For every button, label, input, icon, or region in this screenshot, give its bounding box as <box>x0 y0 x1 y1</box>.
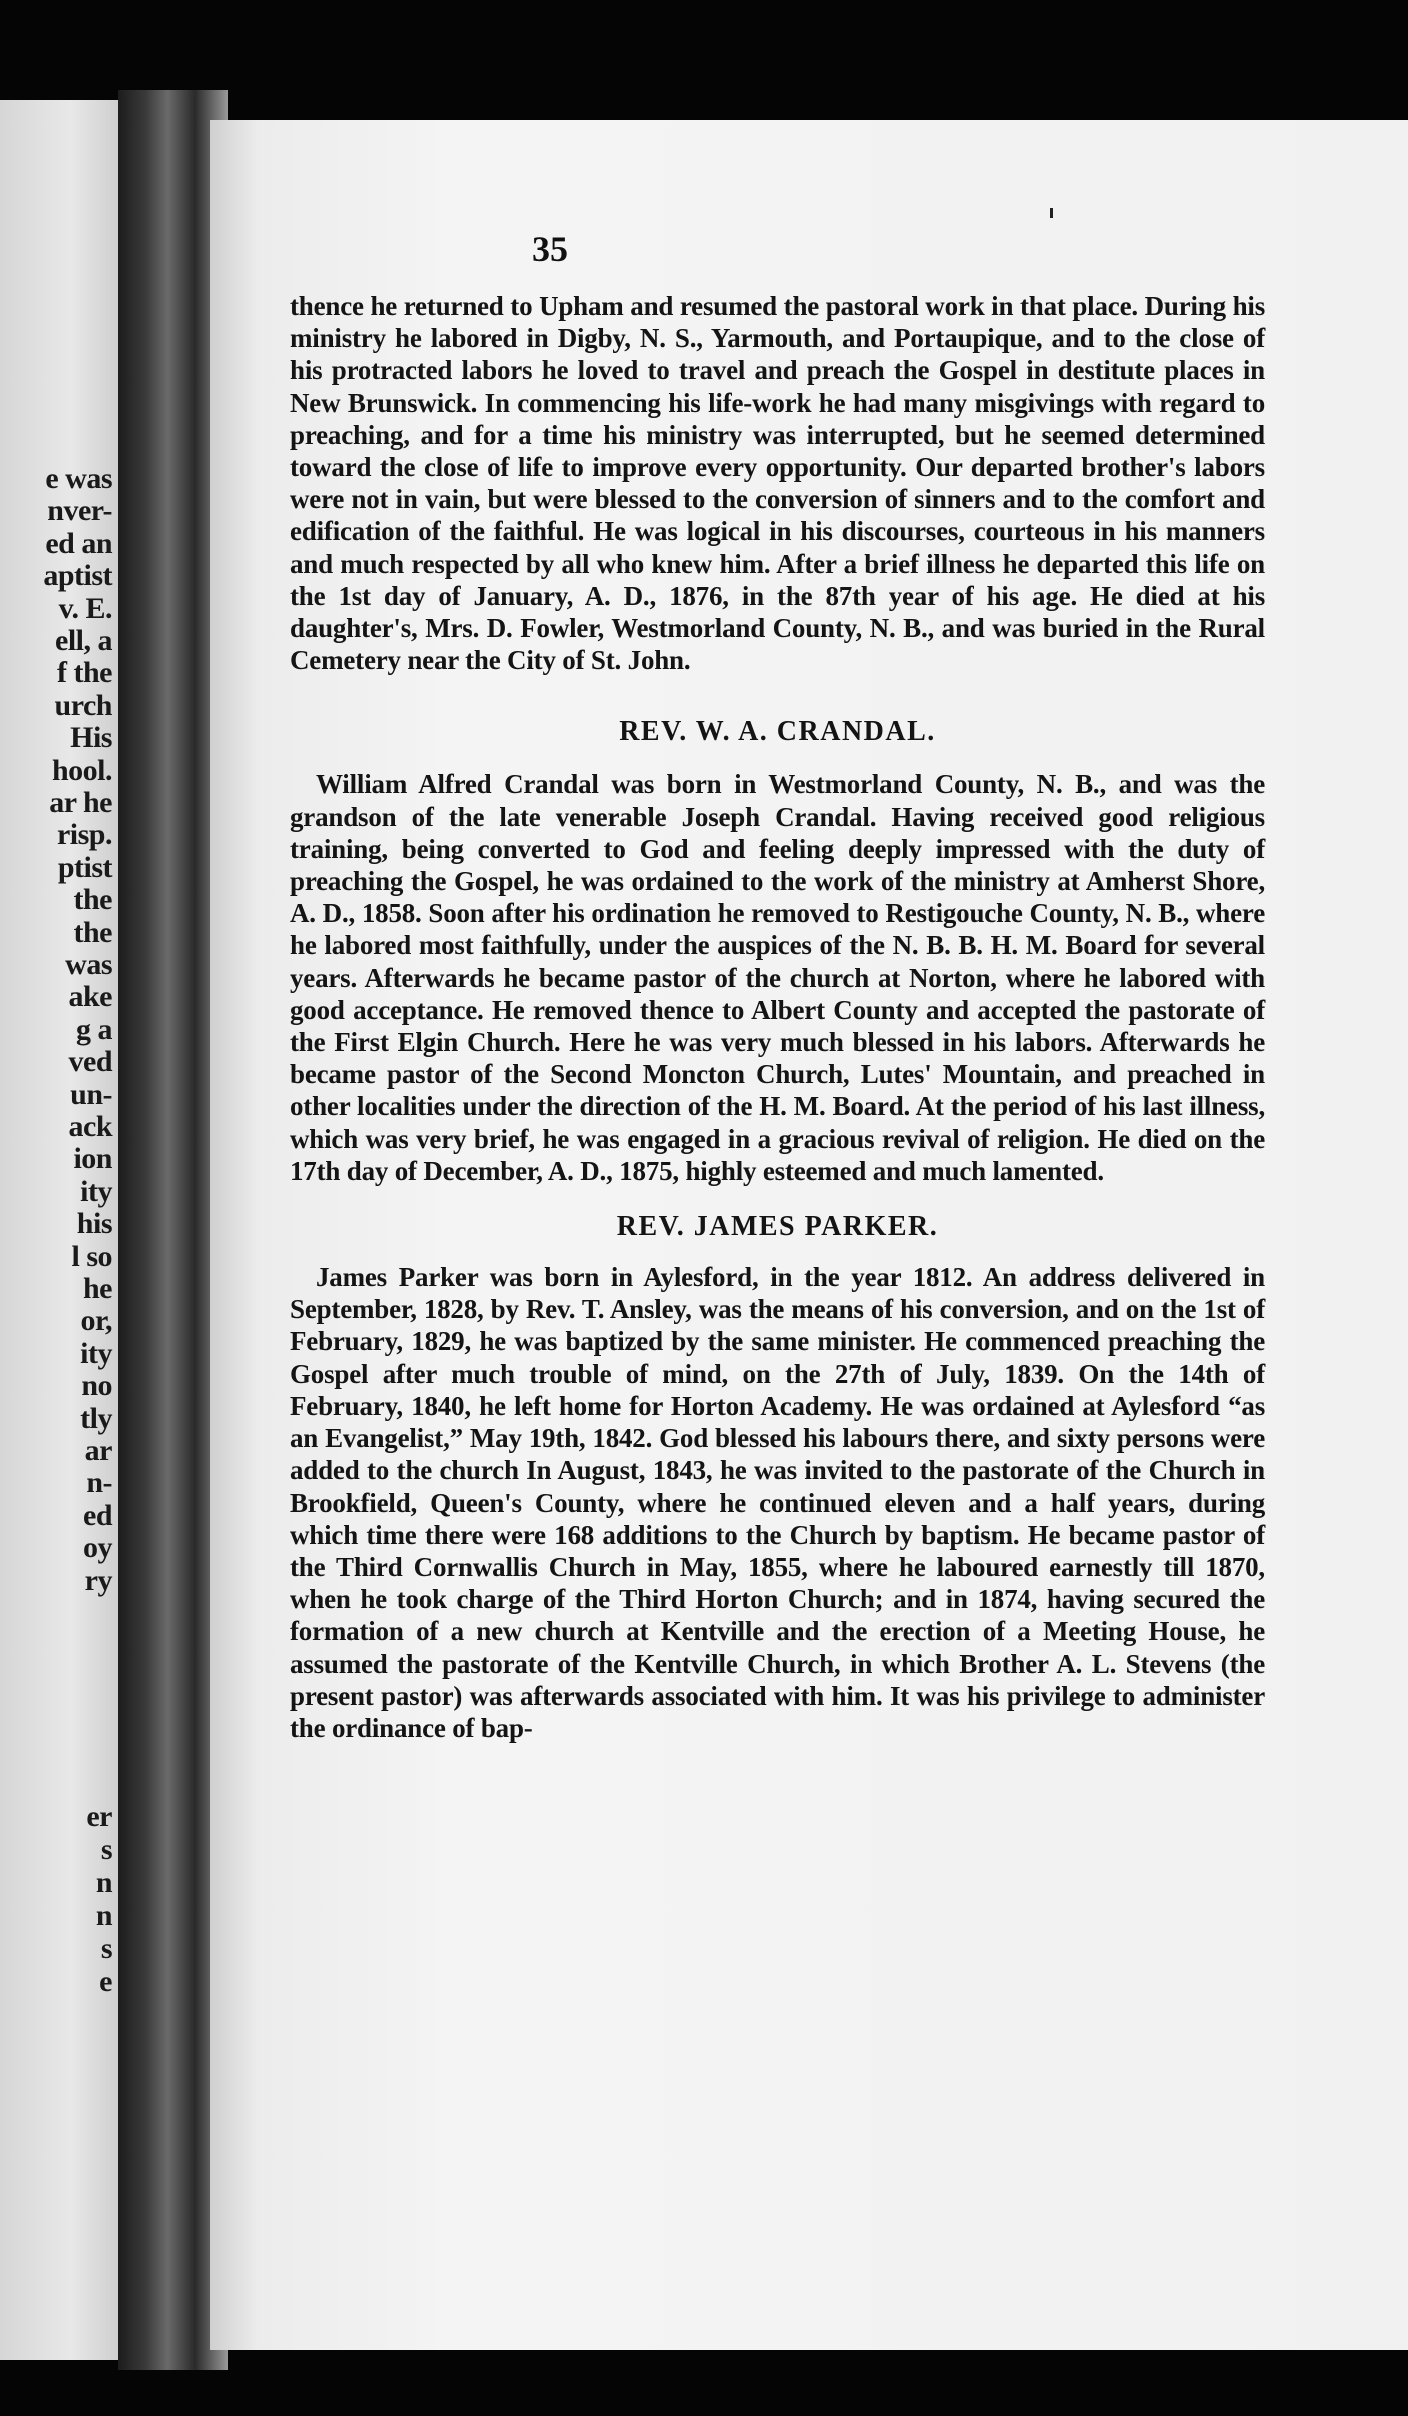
left-page-text-fragment: ity <box>80 1336 112 1370</box>
left-page-text-fragment: ed <box>83 1498 112 1532</box>
parker-paragraph: James Parker was born in Aylesford, in the year 1812. An address delivered in September, 1828, by Rev. T. Ansley, was the means of his conversion, and on the 1st of February, 1829, he was baptized by the same minister. He commenced preaching the Gospel after much trouble of mind, on the 27th of July, 1839. On the 14th of February, 1840, he left home for Horton Academy. He was ordained at Aylesford “as an Evangelist,” May 19th, 1842. God blessed his labours there, and sixty persons were added to the church In August, 1843, he was invited to the pastorate of the Church in Brookfield, Queen's County, where he continued eleven and a half years, during which time there were 168 additions to the Church by baptism. He became pastor of the Third Cornwallis Church in May, 1855, where he laboured earnestly till 1870, when he took charge of the Third Horton Church; and in 1874, having secured the formation of a new church at Kentville and the erection of a Meeting House, he assumed the pastorate of the Kentville Church, in which Brother A. L. Stevens (the present pastor) was afterwards associated with him. It was his privilege to administer the ordinance of bap- <box>290 1262 1265 1743</box>
left-page-text-fragment: s <box>100 1932 112 1965</box>
left-page-text-fragment: l so <box>71 1239 112 1273</box>
left-page-text-fragment: s <box>100 1833 112 1866</box>
left-page-text-fragment: nver- <box>47 494 112 528</box>
left-page-text-fragment: ell, a <box>55 624 112 657</box>
left-page-text-fragment: g a <box>76 1012 112 1046</box>
left-page-text-fragment: n- <box>86 1466 112 1500</box>
left-page-text-fragment: was <box>65 948 112 981</box>
left-page-text-fragment: the <box>73 883 112 917</box>
section-heading-crandal: REV. W. A. CRANDAL. <box>619 716 936 748</box>
left-page-text-fragment: un- <box>70 1077 112 1111</box>
left-page-text-fragment: the <box>73 915 112 949</box>
left-page-text-fragment: ar he <box>49 786 112 819</box>
left-page-text-fragment: ptist <box>57 850 112 884</box>
left-page-text-fragment: er <box>86 1800 112 1833</box>
continued-paragraph: thence he returned to Upham and resumed the pastoral work in that place. During his ministry he labored in Digby, N. S., Yarmouth, and Portaupique, and to the close of his protracted labors he loved to travel and preach the Gospel in destitute places in New Brunswick. In commencing his life-work he had many misgivings with regard to preaching, and for a time his ministry was interrupted, but he seemed determined toward the close of life to improve every opportunity. Our departed brother's labors were not in vain, but were blessed to the conversion of sinners and to the comfort and edification of the faithful. He was logical in his discourses, courteous in his manners and much respected by all who knew him. After a brief illness he departed this life on the 1st day of January, A. D., 1876, in the 87th year of his age. He died at his daughter's, Mrs. D. Fowler, Westmorland County, N. B., and was buried in the Rural Cemetery near the City of St. John. <box>290 291 1265 676</box>
left-page-text-fragment: n <box>95 1866 112 1899</box>
left-page-text-fragment: ved <box>68 1045 112 1079</box>
left-page-text-fragment: risp. <box>56 818 112 852</box>
left-page-text-fragment: n <box>95 1899 112 1932</box>
left-page-text-fragment: ity <box>80 1174 112 1208</box>
page-body <box>290 290 1265 1744</box>
left-page-text-fragment: hool. <box>51 753 112 787</box>
left-page-text-fragment: ion <box>73 1142 112 1176</box>
left-page-text-fragment: f the <box>57 656 112 690</box>
left-page-text-fragment: or, <box>80 1304 112 1338</box>
left-page-text-fragment: no <box>81 1369 112 1403</box>
left-page-text-fragment: urch <box>54 688 112 722</box>
left-page-text-fragment: ar <box>84 1434 112 1467</box>
page-number: 35 <box>532 229 568 269</box>
left-page-text-fragment: oy <box>83 1531 112 1565</box>
left-page-text-fragment: ake <box>68 980 112 1014</box>
left-page-text-fragment: ed an <box>45 526 112 560</box>
left-page-text-fragment: e <box>99 1965 112 1998</box>
crandal-paragraph: William Alfred Crandal was born in Westmorland County, N. B., and was the grandson of the late venerable Joseph Crandal. Having received good religious training, being converted to God and feeling deeply impressed with the duty of preaching the Gospel, he was ordained to the work of the ministry at Amherst Shore, A. D., 1858. Soon after his ordination he removed to Restigouche County, N. B., where he labored most faithfully, under the auspices of the N. B. B. H. M. Board for several years. Afterwards he became pastor of the church at Norton, where he labored with good acceptance. He removed thence to Albert County and accepted the pastorate of the First Elgin Church. Here he was very much blessed in his labors. Afterwards he became pastor of the Second Moncton Church, Lutes' Mountain, and preached in other localities under the direction of the H. M. Board. At the period of his last illness, which was very brief, he was engaged in a gracious revival of religion. He died on the 17th day of December, A. D., 1875, highly esteemed and much lamented. <box>290 769 1265 1186</box>
left-page-text-fragment: tly <box>80 1401 112 1435</box>
left-page-text-fragment: aptist <box>43 559 112 593</box>
left-page-text-fragment: v. E. <box>58 591 112 625</box>
ink-mark <box>1050 208 1053 218</box>
left-page-text-fragment: his <box>76 1207 112 1241</box>
left-page-text-fragment: ry <box>84 1563 112 1597</box>
left-page-text-fragment: e was <box>45 462 112 495</box>
section-heading-parker: REV. JAMES PARKER. <box>616 1211 939 1243</box>
left-page-text-fragment: His <box>70 721 112 755</box>
left-page-edge <box>0 100 118 2360</box>
left-page-text-fragment: ack <box>68 1110 112 1143</box>
left-page-text-fragment: he <box>83 1272 112 1305</box>
